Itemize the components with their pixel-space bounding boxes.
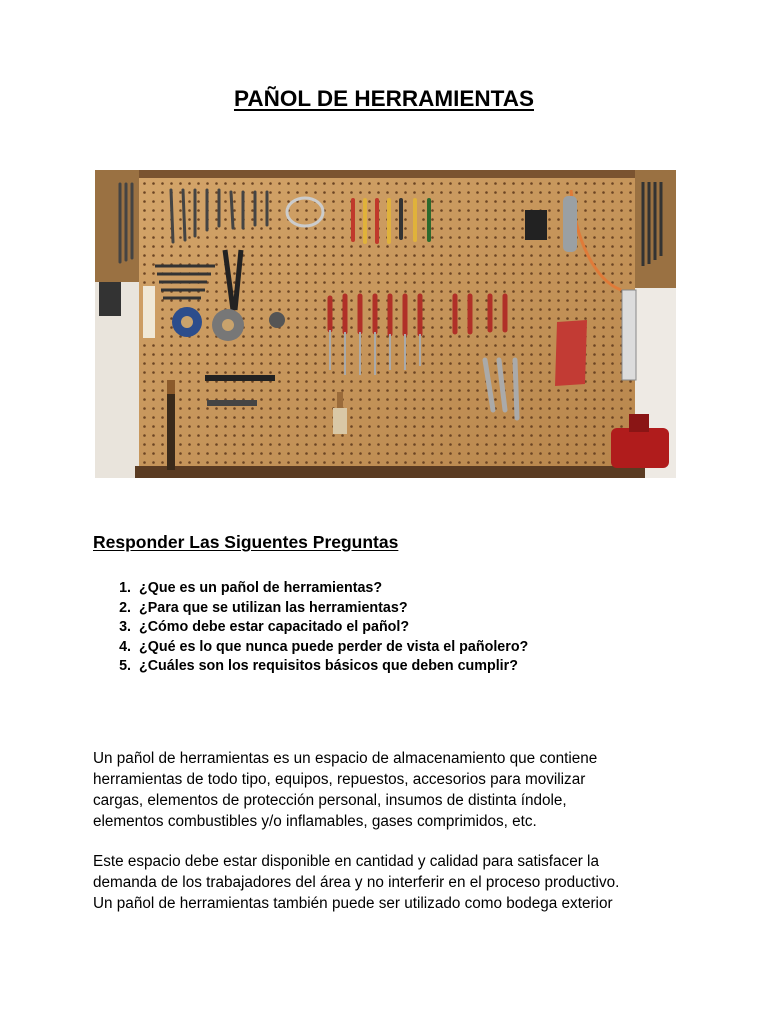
list-item [93, 599, 693, 619]
list-item-text: ¿Cómo debe estar capacitado el pañol? [139, 619, 410, 635]
list-item-text: ¿Qué es lo que nunca puede perder de vista el pañolero? [139, 638, 529, 655]
paragraph-line: cargas, elementos de protección personal, insumos de distinta índole, [93, 792, 567, 809]
list-item-text: ¿Que es un pañol de herramientas? [139, 580, 383, 596]
paragraph-line: herramientas de todo tipo, equipos, repuestos, accesorios para movilizar [93, 771, 586, 788]
list-item [93, 579, 693, 599]
paragraph-availability [93, 851, 693, 914]
paragraph-line: elementos combustibles y/o inflamables, gases comprimidos, etc. [93, 813, 537, 830]
paragraph-line: Un pañol de herramientas es un espacio de almacenamiento que contiene [93, 750, 598, 767]
list-item-number: 2. [119, 599, 131, 616]
questions-list [93, 579, 693, 677]
document-title: PAÑOL DE HERRAMIENTAS [233, 86, 534, 111]
paragraph-line: Un pañol de herramientas también puede ser utilizado como bodega exterior [93, 895, 613, 912]
list-item-number: 3. [119, 619, 131, 635]
list-item [93, 657, 693, 677]
list-item-number: 4. [119, 638, 131, 655]
list-item-number: 1. [119, 580, 131, 596]
list-item [93, 638, 693, 658]
paragraph-definition [93, 748, 693, 832]
list-item-text: ¿Para que se utilizan las herramientas? [139, 599, 408, 616]
list-item [93, 618, 693, 638]
list-item-number: 5. [119, 658, 131, 674]
pegboard-tools-photo [95, 170, 676, 478]
questions-heading: Responder Las Siguentes Preguntas [93, 532, 399, 552]
list-item-text: ¿Cuáles son los requisitos básicos que deben cumplir? [139, 658, 518, 674]
paragraph-line: Este espacio debe estar disponible en cantidad y calidad para satisfacer la [93, 853, 599, 870]
paragraph-line: demanda de los trabajadores del área y no interferir en el proceso productivo. [93, 874, 620, 891]
